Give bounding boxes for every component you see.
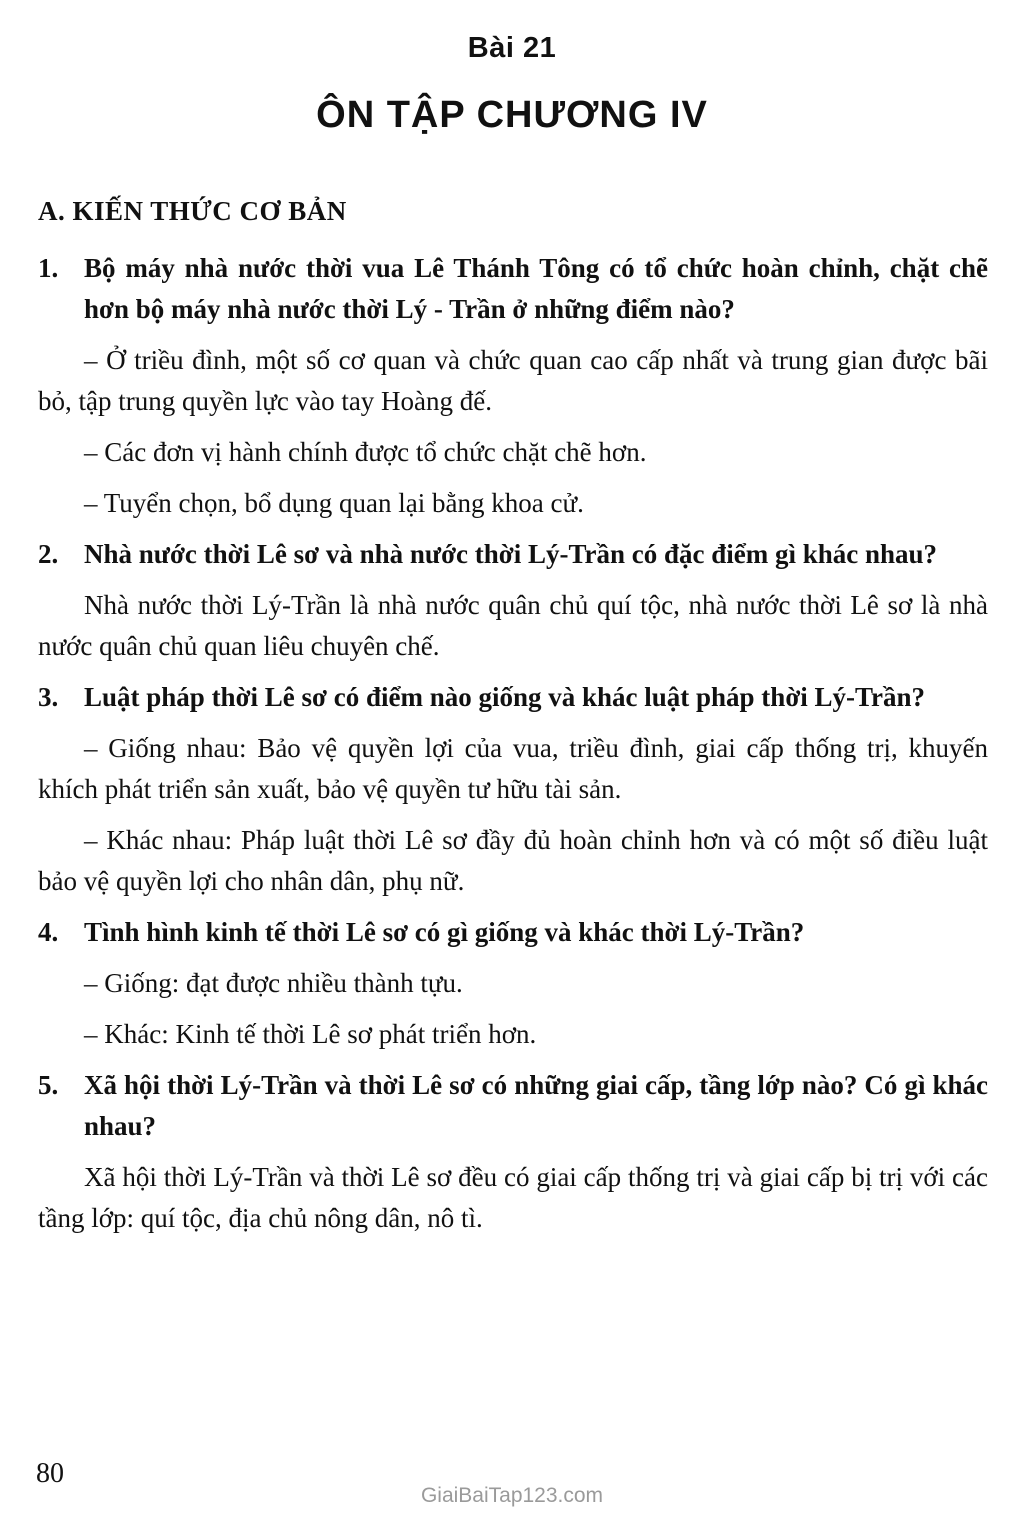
question-number: 5.: [38, 1070, 59, 1100]
question-text: Bộ máy nhà nước thời vua Lê Thánh Tông có tổ chức hoàn chỉnh, chặt chẽ hơn bộ máy nhà nước thời Lý - Trần ở những điểm nào?: [84, 253, 988, 324]
question-4: [38, 912, 988, 1055]
answer-paragraph: Nhà nước thời Lý-Trần là nhà nước quân chủ quí tộc, nhà nước thời Lê sơ là nhà nước quân chủ quan liêu chuyên chế.: [38, 590, 988, 661]
page-number: 80: [36, 1458, 64, 1489]
answer-paragraph: Xã hội thời Lý-Trần và thời Lê sơ đều có giai cấp thống trị và giai cấp bị trị với các tầng lớp: quí tộc, địa chủ nông dân, nô tì.: [38, 1162, 988, 1233]
question-text: Nhà nước thời Lê sơ và nhà nước thời Lý-Trần có đặc điểm gì khác nhau?: [84, 539, 938, 569]
question-number: 1.: [38, 253, 59, 283]
answer-paragraph: – Khác: Kinh tế thời Lê sơ phát triển hơn.: [84, 1019, 537, 1049]
lesson-title: ÔN TẬP CHƯƠNG IV: [316, 94, 708, 136]
question-number: 3.: [38, 682, 59, 712]
answer-paragraph: – Giống nhau: Bảo vệ quyền lợi của vua, triều đình, giai cấp thống trị, khuyến khích phát triển sản xuất, bảo vệ quyền tư hữu tài sản.: [38, 733, 988, 804]
question-heading: [38, 534, 988, 575]
question-text: Xã hội thời Lý-Trần và thời Lê sơ có những giai cấp, tầng lớp nào? Có gì khác nhau?: [84, 1070, 988, 1141]
watermark: GiaiBaiTap123.com: [420, 1484, 604, 1507]
question-text: Luật pháp thời Lê sơ có điểm nào giống và khác luật pháp thời Lý-Trần?: [84, 682, 926, 712]
content-body: [38, 248, 988, 1249]
question-heading: [38, 248, 988, 330]
answer-paragraph: – Khác nhau: Pháp luật thời Lê sơ đầy đủ hoàn chỉnh hơn và có một số điều luật bảo vệ quyền lợi cho nhân dân, phụ nữ.: [38, 825, 988, 896]
lesson-number: Bài 21: [467, 32, 557, 64]
answer-paragraph: – Các đơn vị hành chính được tổ chức chặt chẽ hơn.: [84, 437, 647, 467]
answer-paragraph: – Ở triều đình, một số cơ quan và chức quan cao cấp nhất và trung gian được bãi bỏ, tập trung quyền lực vào tay Hoàng đế.: [38, 345, 988, 416]
question-5: [38, 1065, 988, 1239]
question-text: Tình hình kinh tế thời Lê sơ có gì giống và khác thời Lý-Trần?: [84, 917, 805, 947]
section-heading: A. KIẾN THỨC CƠ BẢN: [38, 196, 347, 226]
question-heading: [38, 912, 988, 953]
question-3: [38, 677, 988, 902]
question-heading: [38, 677, 988, 718]
question-1: [38, 248, 988, 524]
question-2: [38, 534, 988, 667]
answer-paragraph: – Tuyển chọn, bổ dụng quan lại bằng khoa cử.: [84, 488, 584, 518]
question-heading: [38, 1065, 988, 1147]
question-number: 4.: [38, 917, 59, 947]
answer-paragraph: – Giống: đạt được nhiều thành tựu.: [84, 968, 463, 998]
question-number: 2.: [38, 539, 59, 569]
